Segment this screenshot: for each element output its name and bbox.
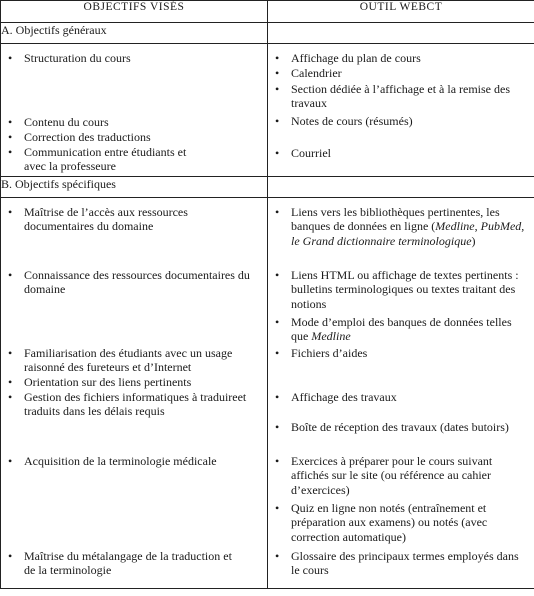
medline-italic: Medline — [435, 219, 475, 234]
section-b-right-cell — [268, 198, 534, 589]
tool-text: Affichage des travaux — [291, 390, 397, 404]
objective-text: Structuration du cours — [24, 51, 131, 65]
tool-text-part: Mode d’emploi des banques de données telles que — [291, 315, 512, 344]
list-item — [1, 130, 263, 144]
bullet: • — [8, 145, 13, 159]
bullet: • — [8, 454, 13, 468]
tool-text: Glossaire des principaux termes employés dans le cours — [291, 549, 519, 578]
section-a-header-row — [1, 23, 534, 44]
separator-text: , — [474, 219, 481, 234]
objective-text: Maîtrise de l’accès aux ressources documentaires du domaine — [24, 205, 188, 234]
objective-text: Acquisition de la terminologie médicale — [24, 454, 217, 468]
list-item — [268, 268, 524, 311]
list-item — [1, 115, 263, 129]
column-header-objectives: OBJECTIFS VISÉS — [1, 1, 268, 23]
list-item — [268, 420, 524, 434]
tool-text: Boîte de réception des travaux (dates butoirs) — [291, 420, 509, 434]
list-item — [268, 390, 530, 404]
bullet: • — [275, 315, 280, 329]
section-b-body-row — [1, 198, 534, 589]
objective-text: Orientation sur des liens pertinents — [24, 375, 192, 389]
section-b-title: B. Objectifs spécifiques — [1, 177, 268, 198]
tool-text-part: ) — [471, 233, 476, 248]
column-header-webct-tool: OUTIL WEBCT — [268, 1, 534, 23]
objective-text: Contenu du cours — [24, 115, 109, 129]
tool-text: Quiz en ligne non notés (entraînement et préparation aux examens) ou notés (avec correction automatique) — [291, 501, 488, 544]
bullet: • — [8, 549, 13, 563]
list-item — [268, 549, 524, 578]
list-item — [268, 315, 522, 344]
tool-text: Affichage du plan de cours — [291, 51, 421, 65]
objective-text: Familiarisation des étudiants avec un usage raisonné des fureteurs et d’Internet — [24, 346, 233, 375]
bullet: • — [275, 51, 280, 65]
tool-text: Section dédiée à l’affichage et à la remise des travaux — [291, 82, 511, 111]
objective-text: Correction des traductions — [24, 130, 151, 144]
list-item — [1, 549, 237, 578]
bullet: • — [8, 375, 13, 389]
list-item — [1, 346, 263, 375]
bullet: • — [275, 454, 280, 468]
list-item — [268, 66, 530, 80]
tool-text: Exercices à préparer pour le cours suivant affichés sur le site (ou référence au cahier d’exercices) — [291, 454, 493, 497]
bullet: • — [8, 130, 13, 144]
section-b-left-cell — [1, 198, 268, 589]
bullet: • — [275, 390, 280, 404]
list-item — [1, 145, 207, 174]
list-item — [1, 454, 263, 468]
bullet: • — [8, 115, 13, 129]
list-item — [268, 51, 530, 65]
tool-text: Liens HTML ou affichage de textes pertinents : bulletins terminologiques ou textes traitant des notions — [291, 268, 519, 311]
medline-italic: Medline — [311, 329, 351, 344]
list-item — [268, 82, 526, 111]
list-item — [268, 205, 530, 248]
bullet: • — [8, 268, 13, 282]
list-item — [268, 501, 520, 544]
list-item — [1, 268, 263, 297]
list-item — [1, 205, 255, 234]
tool-text-part: Liens vers les bibliothèques pertinentes, les banques de données en ligne ( — [291, 205, 500, 234]
section-a-title-empty — [268, 23, 534, 44]
bullet: • — [8, 390, 13, 404]
bullet: • — [275, 549, 280, 563]
pubmed-gdt-italic: PubMed, le Grand dictionnaire terminologique — [291, 219, 525, 248]
bullet: • — [275, 146, 280, 160]
header-row — [1, 1, 534, 23]
section-a-body-row — [1, 44, 534, 177]
tool-text: Notes de cours (résumés) — [291, 114, 413, 128]
list-item — [1, 51, 263, 65]
list-item — [1, 375, 263, 389]
objective-text: Communication entre étudiants et avec la professeure — [24, 145, 187, 174]
section-b-title-empty — [268, 177, 534, 198]
list-item — [268, 454, 530, 497]
objective-text: Connaissance des ressources documentaires du domaine — [24, 268, 250, 297]
list-item — [268, 346, 530, 360]
bullet: • — [8, 51, 13, 65]
list-item — [268, 146, 530, 160]
section-a-left-cell — [1, 44, 268, 177]
tool-text: Courriel — [291, 146, 331, 160]
bullet: • — [275, 501, 280, 515]
section-a-right-cell — [268, 44, 534, 177]
tool-text — [291, 315, 522, 344]
bullet: • — [8, 346, 13, 360]
bullet: • — [275, 66, 280, 80]
bullet: • — [275, 205, 280, 219]
tool-text: Fichiers d’aides — [291, 346, 368, 360]
bullet: • — [8, 205, 13, 219]
bullet: • — [275, 346, 280, 360]
objective-text: Gestion des fichiers informatiques à traduireet traduits dans les délais requis — [24, 390, 247, 419]
section-b-header-row — [1, 177, 534, 198]
bullet: • — [275, 268, 280, 282]
bullet: • — [275, 114, 280, 128]
bullet: • — [275, 82, 280, 96]
objective-text: Maîtrise du métalangage de la traduction et de la terminologie — [24, 549, 232, 578]
bullet: • — [275, 420, 280, 434]
list-item — [1, 390, 257, 419]
tool-text — [291, 205, 530, 248]
tool-text: Calendrier — [291, 66, 342, 80]
list-item — [268, 114, 530, 128]
section-a-title: A. Objectifs généraux — [1, 23, 268, 44]
